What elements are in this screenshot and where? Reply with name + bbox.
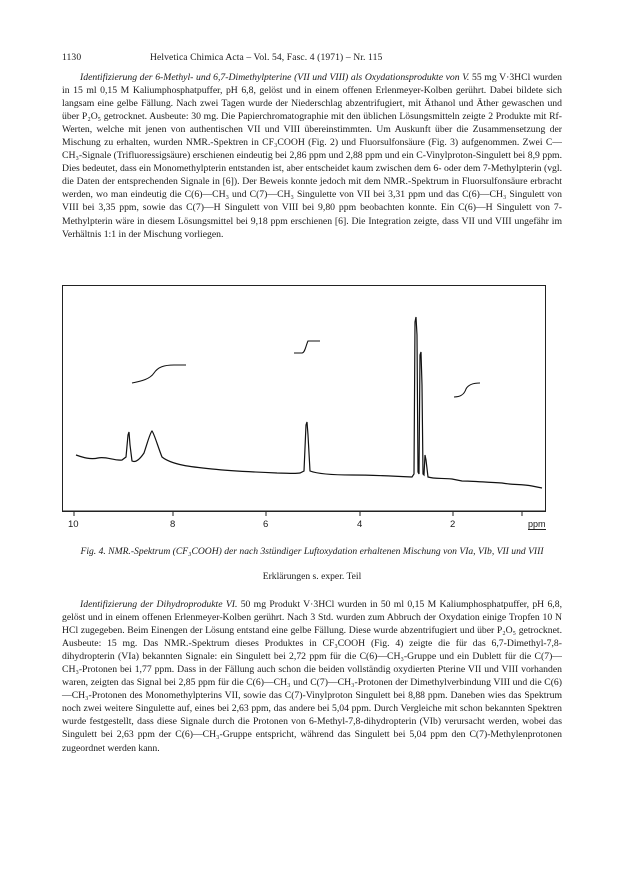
x-tick-label-10: 10 — [68, 519, 79, 530]
nmr-spectrum-figure — [62, 285, 576, 547]
page-number: 1130 — [62, 52, 82, 63]
paragraph-dihydro-products — [62, 598, 562, 755]
plot-frame — [63, 286, 546, 512]
paragraph-body: 55 mg V·3HCl wurden in 15 ml 0,15 M Kaliumphosphatpuffer, pH 6,8, gelöst und in einem offenen Erlenmeyer-Kolben gerührt. Dabei bildete sich langsam eine gelbe Fällung. Nach zwei Tagen wurde der Niederschlag abzentrifugiert, mit Äthanol und Äther gewaschen und über P₂O₅ getrocknet. Ausbeute: 30 mg. Die Papierchromatographie mit den üblichen Lösungsmitteln zeigte 2 Produkte mit Rf-Werten, welche mit jenen von authentischen VII und VIII übereinstimmten. Um Auskunft über die Zusammensetzung der Mischung zu erhalten, wurden NMR.-Spektren in CF₃COOH (Fig. 2) und Fluorsulfonsäure (Fig. 3) aufgenommen. Zwei C—CH₃-Signale (Trifluoressigsäure) erschienen eindeutig bei 2,86 ppm und 2,88 ppm und ein C-Vinylproton-Singulett bei 8,9 ppm. Dies bedeutet, dass ein Monomethylpterin entstanden ist, aber entscheidet kaum zwischen dem 6- oder dem 7-Methylpterin (vgl. die Daten der entsprechenden Signale in [6]). Der Beweis konnte jedoch mit dem NMR.-Spektrum in Fluorsulfonsäure erbracht werden, wo man eindeutig die C(6)—CH₃ und C(7)—CH₃ Singulette von VII bei 3,31 ppm und das C(6)—CH₃ Singulett von VIII bei 3,35 ppm, sowie das C(7)—H Singulett von VIII bei 9,80 ppm beobachten konnte. Ein C(6)—H Singulett von 7-Methylpterin wäre in diesem Lösungsmittel bei 9,18 ppm erschienen [6]. Die Integration zeigte, dass VII und VIII ungefähr im Verhältnis 1:1 in der Mischung vorliegen. — [62, 72, 562, 240]
integral-curve-1 — [132, 365, 186, 383]
integral-curve-2 — [294, 341, 320, 353]
x-tick-label-2: 2 — [450, 519, 456, 530]
x-tick-label-4: 4 — [357, 519, 363, 530]
figure-caption — [62, 546, 562, 559]
spectrum-trace — [76, 317, 542, 488]
x-tick-label-8: 8 — [170, 519, 176, 530]
figure-caption-note: Erklärungen s. exper. Teil — [262, 571, 362, 582]
paragraph-body: 50 mg Produkt V·3HCl wurden in 50 ml 0,15 M Kaliumphosphatpuffer, pH 6,8, gelöst und in einem offenen Erlenmeyer-Kolben gerührt. Nach 3 Std. wurden zum Abbruch der Oxydation einige Tropfen 10 N HCl zugegeben. Beim Einengen der Lösung entstand eine gelbe Fällung. Diese wurde abzentrifugiert und über P₂O₅ getrocknet. Ausbeute: 15 mg. Das NMR.-Spektrum dieses Produktes in CF₃COOH (Fig. 4) zeigte die für das 6,7-Dimethyl-7,8-dihydropterin (VIa) bekannten Signale: ein Singulett bei 2,72 ppm für die C(6)—CH₃-Gruppe und ein Dublett für die C(7)—CH₃-Protonen bei 1,77 ppm. Dass in der Fällung auch schon die beiden vollständig oxydierten Pterine VII und VIII vorhanden waren, zeigten das Signal bei 2,85 ppm für die C(6)—CH₃ und C(7)—CH₃-Protonen der Dimethylverbindung VIII und die C(6)—CH₃-Protonen des Monomethylpterins VII, sowie das C(7)-Vinylproton Singulett bei 8,88 ppm. Daneben wies das Spektrum noch zwei weitere Singulette auf, eines bei 2,63 ppm, das andere bei 5,04 ppm. Durch Vergleiche mit schon bekannten Spektren wurde festgestellt, dass diese Signale durch die Protonen von 6-Methyl-7,8-dihydropterin (VIb) verursacht werden, wobei das Singulett bei 2,63 ppm der C(6)—CH₃-Gruppe entspricht, während das Singulett bei 5,04 ppm den C(7)-Methylenprotonen zugeordnet werden kann. — [62, 599, 562, 754]
paragraph-oxidation-products — [62, 71, 562, 241]
figure-caption-text: Fig. 4. NMR.-Spektrum (CF₃COOH) der nach 3stündiger Luftoxydation erhaltenen Mischung von VIa, VIb, VII und VIII — [80, 546, 544, 557]
x-axis-unit: ppm — [528, 519, 546, 529]
journal-title: Helvetica Chimica Acta – Vol. 54, Fasc. 4 (1971) – Nr. 115 — [150, 52, 383, 63]
paragraph-title: Identifizierung der Dihydroprodukte VI. — [80, 599, 238, 610]
integral-curve-3 — [454, 383, 480, 397]
x-tick-label-6: 6 — [263, 519, 269, 530]
paragraph-title: Identifizierung der 6-Methyl- und 6,7-Dimethylpterine (VII und VIII) als Oxydationsprodukte von V. — [80, 72, 470, 83]
nmr-spectrum-plot — [62, 285, 576, 547]
